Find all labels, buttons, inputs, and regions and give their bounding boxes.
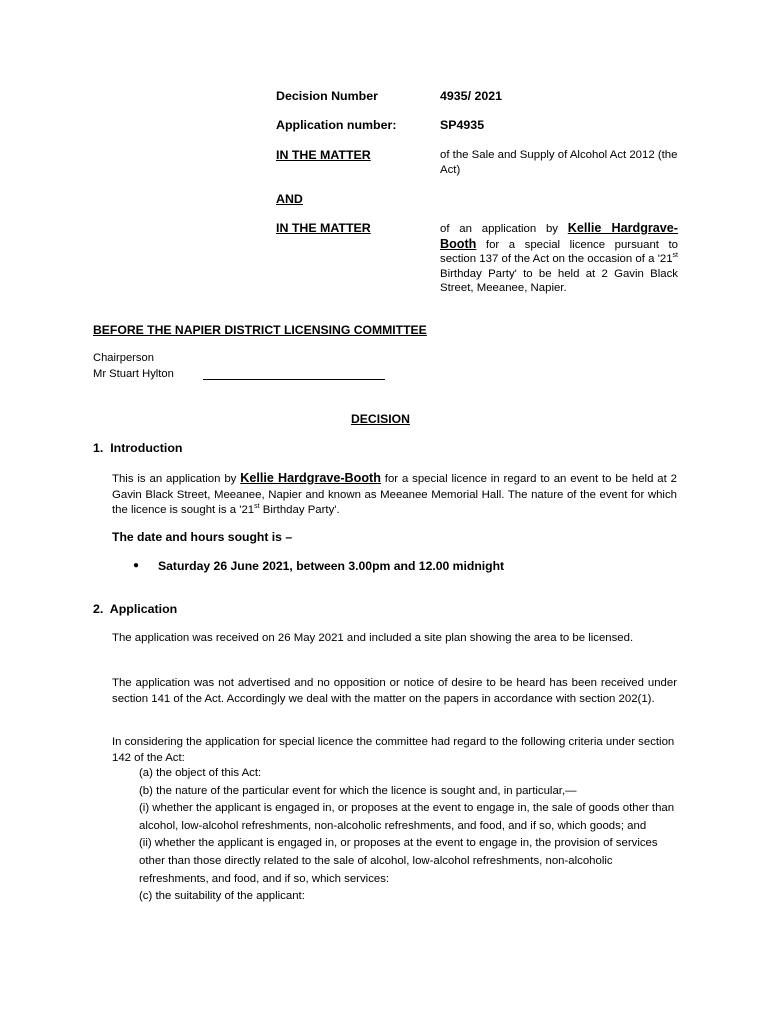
signature-line <box>203 379 385 380</box>
criterion-b-ii: (ii) whether the applicant is engaged in, or proposes at the event to engage in, the provision of services other than those directly related to the sale of alcohol, low-alcohol refreshments, non-alcoholic refreshments, and food, and if so, which services: <box>139 837 658 885</box>
application-paragraph-1: The application was received on 26 May 2021 and included a site plan showing the area to be licensed. <box>112 632 634 644</box>
bullet-icon: ● <box>133 560 140 571</box>
section-2-heading: 2. Application <box>93 602 178 616</box>
introduction-paragraph: This is an application by Kellie Hardgrave-Booth for a special licence in regard to an event to be held at 2 Gavin Black Street, Meeanee, Napier and known as Meeanee Memorial Hall. The nature of the event for which the licence is sought is a '21st Birthday Party'. <box>112 471 677 516</box>
and-label: AND <box>276 192 303 206</box>
matter-2-text: of an application by Kellie Hardgrave-Booth for a special licence pursuant to section 137 of the Act on the occasion of a '21st Birthday Party' to be held at 2 Gavin Black Street, Meeanee, Napier. <box>440 221 679 295</box>
decision-number-label: Decision Number <box>276 89 378 103</box>
criterion-b-i: (i) whether the applicant is engaged in, or proposes at the event to engage in, the sale of goods other than alcohol, low-alcohol refreshments, non-alcoholic refreshments, and food, and if so, which goods; and <box>139 802 675 832</box>
applicant-name: Kellie Hardgrave-Booth <box>440 221 679 251</box>
application-paragraph-2: The application was not advertised and no opposition or notice of desire to be heard has been received under section 141 of the Act. Accordingly we deal with the matter on the papers in accordance with section 202(1). <box>112 677 677 705</box>
hours-item: Saturday 26 June 2021, between 3.00pm and 12.00 midnight <box>158 559 505 573</box>
committee-heading: BEFORE THE NAPIER DISTRICT LICENSING COMMITTEE <box>93 323 427 337</box>
criterion-c: (c) the suitability of the applicant: <box>139 890 305 903</box>
applicant-name: Kellie Hardgrave-Booth <box>240 471 381 485</box>
in-the-matter-label-1: IN THE MATTER <box>276 148 371 162</box>
application-paragraph-3: In considering the application for special licence the committee had regard to the following criteria under section 142 of the Act: <box>112 736 675 764</box>
matter-1-text: of the Sale and Supply of Alcohol Act 2012 (the Act) <box>440 149 678 176</box>
section-1-heading: 1. Introduction <box>93 441 183 455</box>
decision-number-value: 4935/ 2021 <box>440 89 503 103</box>
criteria-list <box>139 765 679 906</box>
hours-heading: The date and hours sought is – <box>112 530 293 544</box>
in-the-matter-label-2: IN THE MATTER <box>276 221 371 235</box>
chairperson-label: Chairperson <box>93 352 154 364</box>
decision-heading: DECISION <box>351 412 410 426</box>
criterion-b: (b) the nature of the particular event for which the licence is sought and, in particular,— <box>139 784 577 797</box>
criterion-a: (a) the object of this Act: <box>139 767 262 779</box>
chairperson-name: Mr Stuart Hylton <box>93 368 174 380</box>
application-number-label: Application number: <box>276 118 397 132</box>
application-number-value: SP4935 <box>440 118 485 132</box>
